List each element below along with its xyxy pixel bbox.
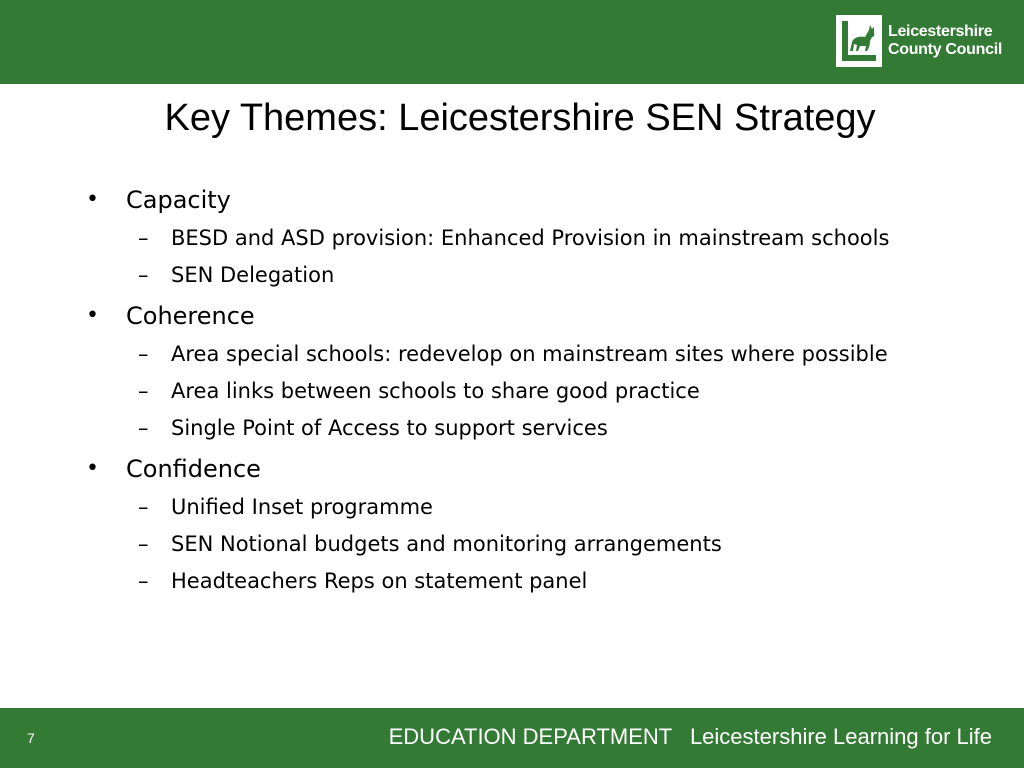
list-item-text: SEN Notional budgets and monitoring arrangements bbox=[171, 532, 722, 556]
dash-icon: – bbox=[138, 532, 149, 556]
footer-bar bbox=[0, 708, 1024, 768]
dash-icon: – bbox=[138, 495, 149, 519]
logo-line-2: County Council bbox=[887, 41, 1002, 58]
theme-list bbox=[86, 184, 906, 596]
list-item-text: Headteachers Reps on statement panel bbox=[171, 569, 588, 593]
list-item bbox=[86, 260, 906, 290]
footer-tagline: Leicestershire Learning for Life bbox=[689, 724, 992, 749]
logo-text bbox=[888, 23, 1002, 59]
list-item bbox=[86, 339, 906, 369]
dash-icon: – bbox=[138, 416, 149, 440]
list-item bbox=[86, 223, 906, 253]
bullet-icon: • bbox=[86, 187, 99, 212]
list-item bbox=[86, 529, 906, 559]
theme-label: Capacity bbox=[126, 186, 231, 214]
dash-icon: – bbox=[138, 263, 149, 287]
slide-title: Key Themes: Leicestershire SEN Strategy bbox=[164, 97, 876, 139]
list-item bbox=[86, 413, 906, 443]
theme-label: Coherence bbox=[126, 302, 255, 330]
bullet-icon: • bbox=[86, 456, 99, 481]
dash-icon: – bbox=[138, 342, 149, 366]
list-item-text: BESD and ASD provision: Enhanced Provision in mainstream schools bbox=[171, 226, 890, 250]
header-bar bbox=[0, 0, 1024, 84]
theme-confidence bbox=[86, 453, 906, 485]
list-item-text: SEN Delegation bbox=[171, 263, 335, 287]
bullet-icon: • bbox=[86, 303, 99, 328]
page-number: 7 bbox=[27, 730, 35, 746]
list-item-text: Area special schools: redevelop on mainstream sites where possible bbox=[171, 342, 888, 366]
dash-icon: – bbox=[138, 226, 149, 250]
list-item bbox=[86, 492, 906, 522]
council-logo bbox=[836, 12, 1002, 70]
theme-label: Confidence bbox=[126, 455, 261, 483]
theme-capacity bbox=[86, 184, 906, 216]
theme-coherence bbox=[86, 300, 906, 332]
list-item bbox=[86, 566, 906, 596]
dash-icon: – bbox=[138, 379, 149, 403]
fox-emblem-icon bbox=[836, 15, 882, 67]
list-item-text: Single Point of Access to support services bbox=[171, 416, 608, 440]
footer-department: EDUCATION DEPARTMENT bbox=[388, 724, 672, 749]
list-item-text: Unified Inset programme bbox=[171, 495, 433, 519]
footer-text bbox=[389, 724, 992, 750]
list-item bbox=[86, 376, 906, 406]
logo-line-1: Leicestershire bbox=[887, 23, 993, 40]
list-item-text: Area links between schools to share good practice bbox=[171, 379, 700, 403]
dash-icon: – bbox=[138, 569, 149, 593]
